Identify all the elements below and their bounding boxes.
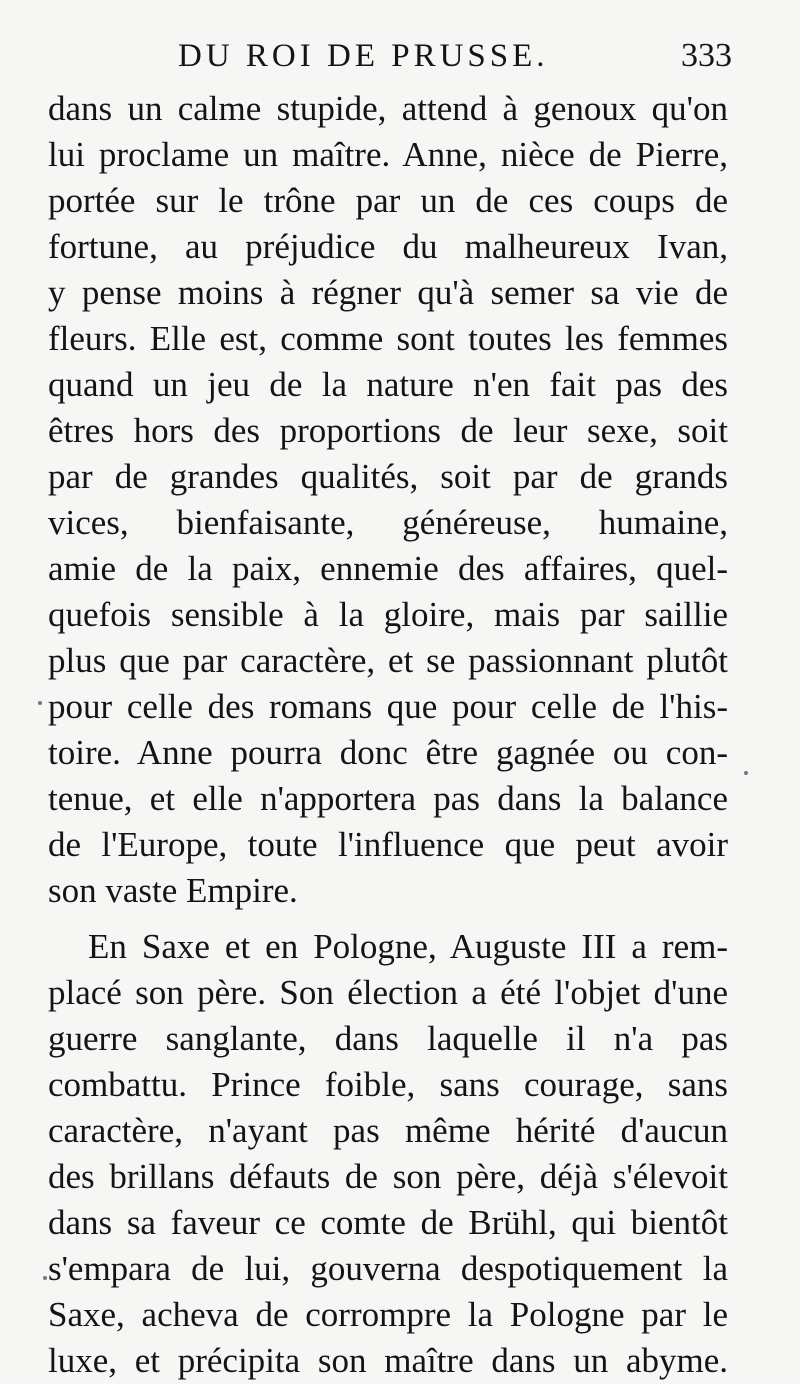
text-line: lui proclame un maître. Anne, nièce de Pierre, (48, 135, 728, 174)
text-line: toire. Anne pourra donc être gagnée ou con- (48, 733, 728, 772)
text-line: caractère, n'ayant pas même hérité d'aucun (48, 1111, 728, 1150)
text-line: des brillans défauts de son père, déjà s'élevoit (48, 1157, 728, 1196)
paragraph-1 (48, 86, 728, 914)
text-line: portée sur le trône par un de ces coups de (48, 181, 728, 220)
text-line: son vaste Empire. (48, 871, 298, 910)
text-line: combattu. Prince foible, sans courage, sans (48, 1065, 728, 1104)
text-line: luxe, et précipita son maître dans un abyme. (48, 1341, 728, 1380)
text-line: fortune, au préjudice du malheureux Ivan, (48, 227, 728, 266)
text-line: êtres hors des proportions de leur sexe, soit (48, 411, 728, 450)
text-line: plus que par caractère, et se passionnant plutôt (48, 641, 728, 680)
text-line: guerre sanglante, dans laquelle il n'a pas (48, 1019, 728, 1058)
text-line: pour celle des romans que pour celle de l'his- (48, 687, 728, 726)
text-line: amie de la paix, ennemie des affaires, quel- (48, 549, 728, 588)
page-header (48, 36, 732, 86)
text-line: y pense moins à régner qu'à semer sa vie de (48, 273, 728, 312)
text-line: Saxe, acheva de corrompre la Pologne par le (48, 1295, 728, 1334)
text-line: s'empara de lui, gouverna despotiquement la (48, 1249, 728, 1288)
paper-speck (43, 1276, 47, 1280)
text-line: quefois sensible à la gloire, mais par saillie (48, 595, 728, 634)
paragraph-gap (48, 914, 728, 924)
paragraph-2 (48, 924, 728, 1384)
text-line: dans un calme stupide, attend à genoux qu'on (48, 89, 728, 128)
text-line: vices, bienfaisante, généreuse, humaine, (48, 503, 728, 542)
text-line: placé son père. Son élection a été l'objet d'une (48, 973, 728, 1012)
text-line: par de grandes qualités, soit par de grands (48, 457, 728, 496)
running-head: DU ROI DE PRUSSE. (178, 38, 549, 74)
text-line: dans sa faveur ce comte de Brühl, qui bientôt (48, 1203, 728, 1242)
paper-speck (38, 701, 42, 705)
text-line: fleurs. Elle est, comme sont toutes les femmes (48, 319, 728, 358)
paper-speck (744, 771, 748, 775)
text-line: tenue, et elle n'apportera pas dans la balance (48, 779, 728, 818)
text-line: quand un jeu de la nature n'en fait pas des (48, 365, 728, 404)
text-line: de l'Europe, toute l'influence que peut avoir (48, 825, 728, 864)
page-number: 333 (681, 37, 732, 74)
text-line: En Saxe et en Pologne, Auguste III a rem- (88, 927, 728, 966)
